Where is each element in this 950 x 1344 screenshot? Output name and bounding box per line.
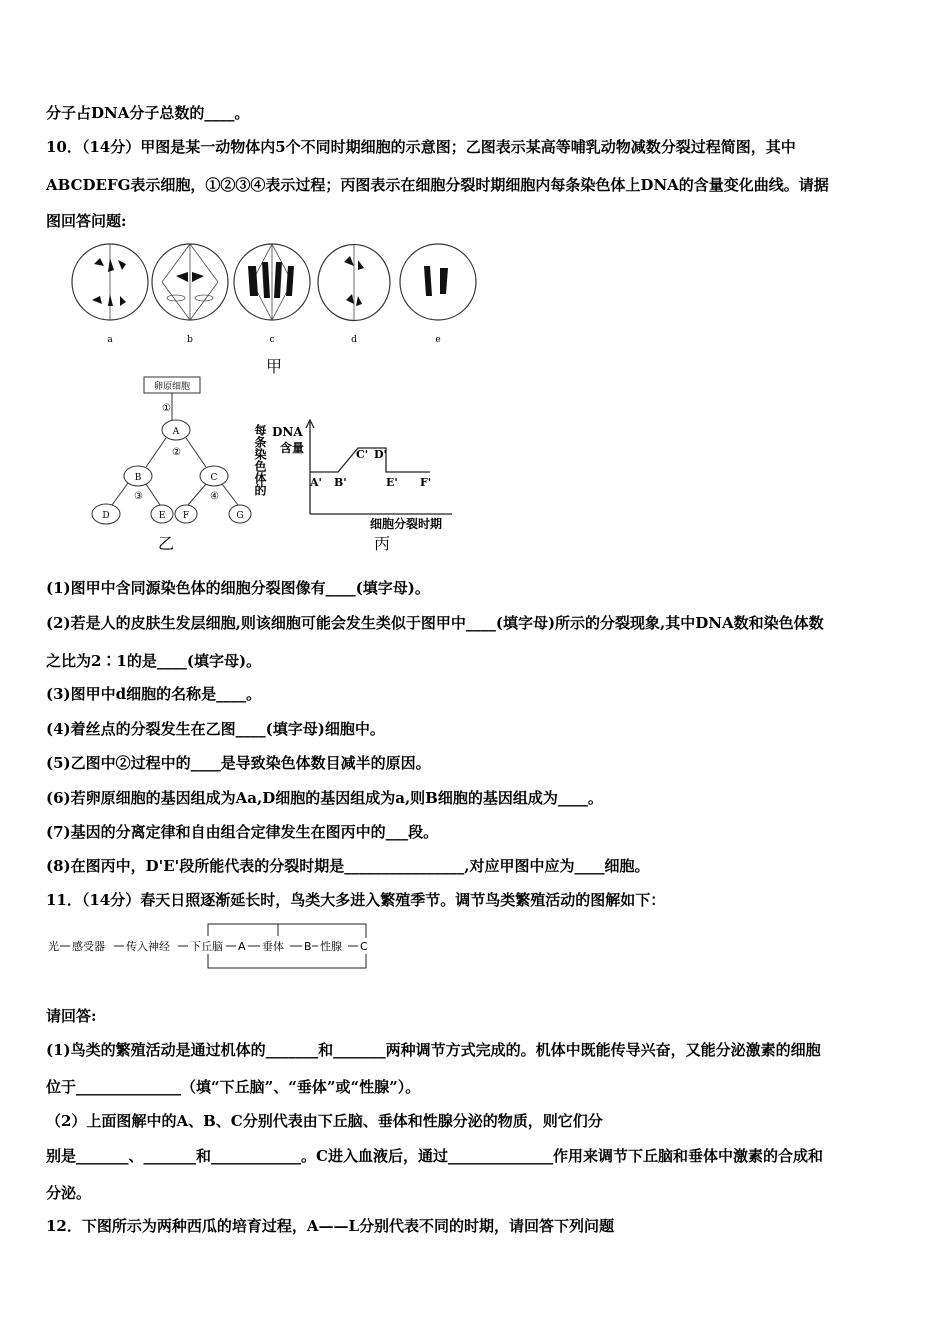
question-10-line-2: ABCDEFG表示细胞，①②③④表示过程；丙图表示在细胞分裂时期细胞内每条染色体上DNA的含量变化曲线。请据 bbox=[46, 176, 829, 194]
chain-light: 光 bbox=[48, 940, 59, 953]
q11-sub-2b: 别是_______、_______和____________。C进入血液后，通过______________作用来调节下丘脑和垂体中激素的合成和 bbox=[46, 1147, 823, 1165]
yi-node-E: E bbox=[158, 511, 166, 521]
bing-y-label-top: DNA bbox=[272, 425, 303, 439]
figure-bing-caption: 丙 bbox=[373, 534, 391, 553]
figure-yi-caption: 乙 bbox=[157, 534, 175, 553]
bing-point-C: C' bbox=[356, 448, 369, 461]
q11-sub-2c: 分泌。 bbox=[46, 1184, 92, 1202]
q10-sub-7: (7)基因的分离定律和自由组合定律发生在图丙中的___段。 bbox=[46, 823, 439, 841]
cell-label-e: e bbox=[435, 335, 441, 345]
chain-receptor: 感受器 bbox=[72, 940, 105, 953]
chain-C: C bbox=[360, 940, 368, 953]
q10-sub-2a: (2)若是人的皮肤生发层细胞,则该细胞可能会发生类似于图甲中____(填字母)所示的分裂现象,其中DNA数和染色体数 bbox=[46, 614, 824, 632]
cell-label-d: d bbox=[351, 335, 357, 345]
yi-node-F: F bbox=[182, 511, 190, 521]
question-10-line-1: 10．（14分）甲图是某一动物体内5个不同时期细胞的示意图；乙图表示某高等哺乳动物减数分裂过程简图，其中 bbox=[46, 138, 796, 156]
cell-label-c: c bbox=[269, 335, 275, 345]
bing-point-A: A' bbox=[310, 476, 322, 489]
q10-sub-5: (5)乙图中②过程中的____是导致染色体数目减半的原因。 bbox=[46, 754, 431, 772]
yi-step-1: ① bbox=[162, 403, 171, 414]
bing-point-E: E' bbox=[386, 476, 398, 489]
chain-afferent: 传入神经 bbox=[126, 940, 170, 953]
yi-top-box: 卵原细胞 bbox=[153, 382, 191, 392]
q11-sub-2a: （2）上面图解中的A、B、C分别代表由下丘脑、垂体和性腺分泌的物质，则它们分 bbox=[46, 1112, 603, 1130]
q10-sub-8: (8)在图丙中，D'E'段所能代表的分裂时期是________________,对应甲图中应为____细胞。 bbox=[46, 857, 650, 875]
figure-yi bbox=[86, 375, 266, 555]
q11-prompt: 请回答: bbox=[46, 1007, 97, 1025]
chain-A: A bbox=[238, 940, 246, 953]
question-11-line-1: 11．（14分）春天日照逐渐延长时，鸟类大多进入繁殖季节。调节鸟类繁殖活动的图解如下： bbox=[46, 891, 666, 909]
yi-step-3: ③ bbox=[134, 491, 143, 502]
q11-sub-1a: (1)鸟类的繁殖活动是通过机体的_______和_______两种调节方式完成的。机体中既能传导兴奋，又能分泌激素的细胞 bbox=[46, 1041, 821, 1059]
q10-sub-6: (6)若卵原细胞的基因组成为Aa,D细胞的基因组成为a,则B细胞的基因组成为____。 bbox=[46, 789, 603, 807]
bing-x-label: 细胞分裂时期 bbox=[370, 517, 443, 531]
yi-node-B: B bbox=[134, 473, 142, 483]
question-12-line-1: 12．下图所示为两种西瓜的培育过程，A——L分别代表不同的时期，请回答下列问题 bbox=[46, 1217, 615, 1235]
q11-sub-1b: 位于______________（填“下丘脑”、“垂体”或“性腺”）。 bbox=[46, 1078, 421, 1096]
figure-bird-regulation bbox=[48, 918, 388, 972]
chain-pituitary: 垂体 bbox=[262, 940, 284, 953]
q10-sub-2b: 之比为2∶1的是____(填字母)。 bbox=[46, 652, 262, 670]
q10-sub-3: (3)图甲中d细胞的名称是____。 bbox=[46, 685, 262, 703]
chain-hypothalamus: 下丘脑 bbox=[190, 940, 223, 953]
yi-node-G: G bbox=[236, 511, 244, 521]
chain-gonad: 性腺 bbox=[320, 940, 342, 953]
bing-point-F: F' bbox=[420, 476, 432, 489]
figure-jia-caption: 甲 bbox=[265, 357, 283, 376]
text-line-1: 分子占DNA分子总数的____。 bbox=[46, 104, 250, 122]
yi-node-D: D bbox=[102, 511, 110, 521]
yi-step-4: ④ bbox=[210, 491, 219, 502]
bing-y-label-vertical: 每条染色体的 bbox=[253, 424, 267, 496]
bing-point-D: D' bbox=[374, 448, 387, 461]
figure-bing bbox=[252, 418, 482, 553]
cell-label-b: b bbox=[187, 335, 193, 345]
bing-y-label-sub: 含量 bbox=[280, 441, 305, 455]
yi-node-A: A bbox=[172, 427, 180, 437]
chain-B: B bbox=[304, 940, 312, 953]
yi-step-2: ② bbox=[172, 447, 181, 458]
question-10-line-3: 图回答问题: bbox=[46, 212, 127, 230]
q10-sub-4: (4)着丝点的分裂发生在乙图____(填字母)细胞中。 bbox=[46, 720, 385, 738]
cell-e bbox=[400, 244, 476, 320]
q10-sub-1: (1)图甲中含同源染色体的细胞分裂图像有____(填字母)。 bbox=[46, 579, 430, 597]
figure-jia bbox=[66, 238, 486, 383]
cell-label-a: a bbox=[107, 335, 113, 345]
bing-point-B: B' bbox=[334, 476, 347, 489]
yi-node-C: C bbox=[210, 473, 218, 483]
